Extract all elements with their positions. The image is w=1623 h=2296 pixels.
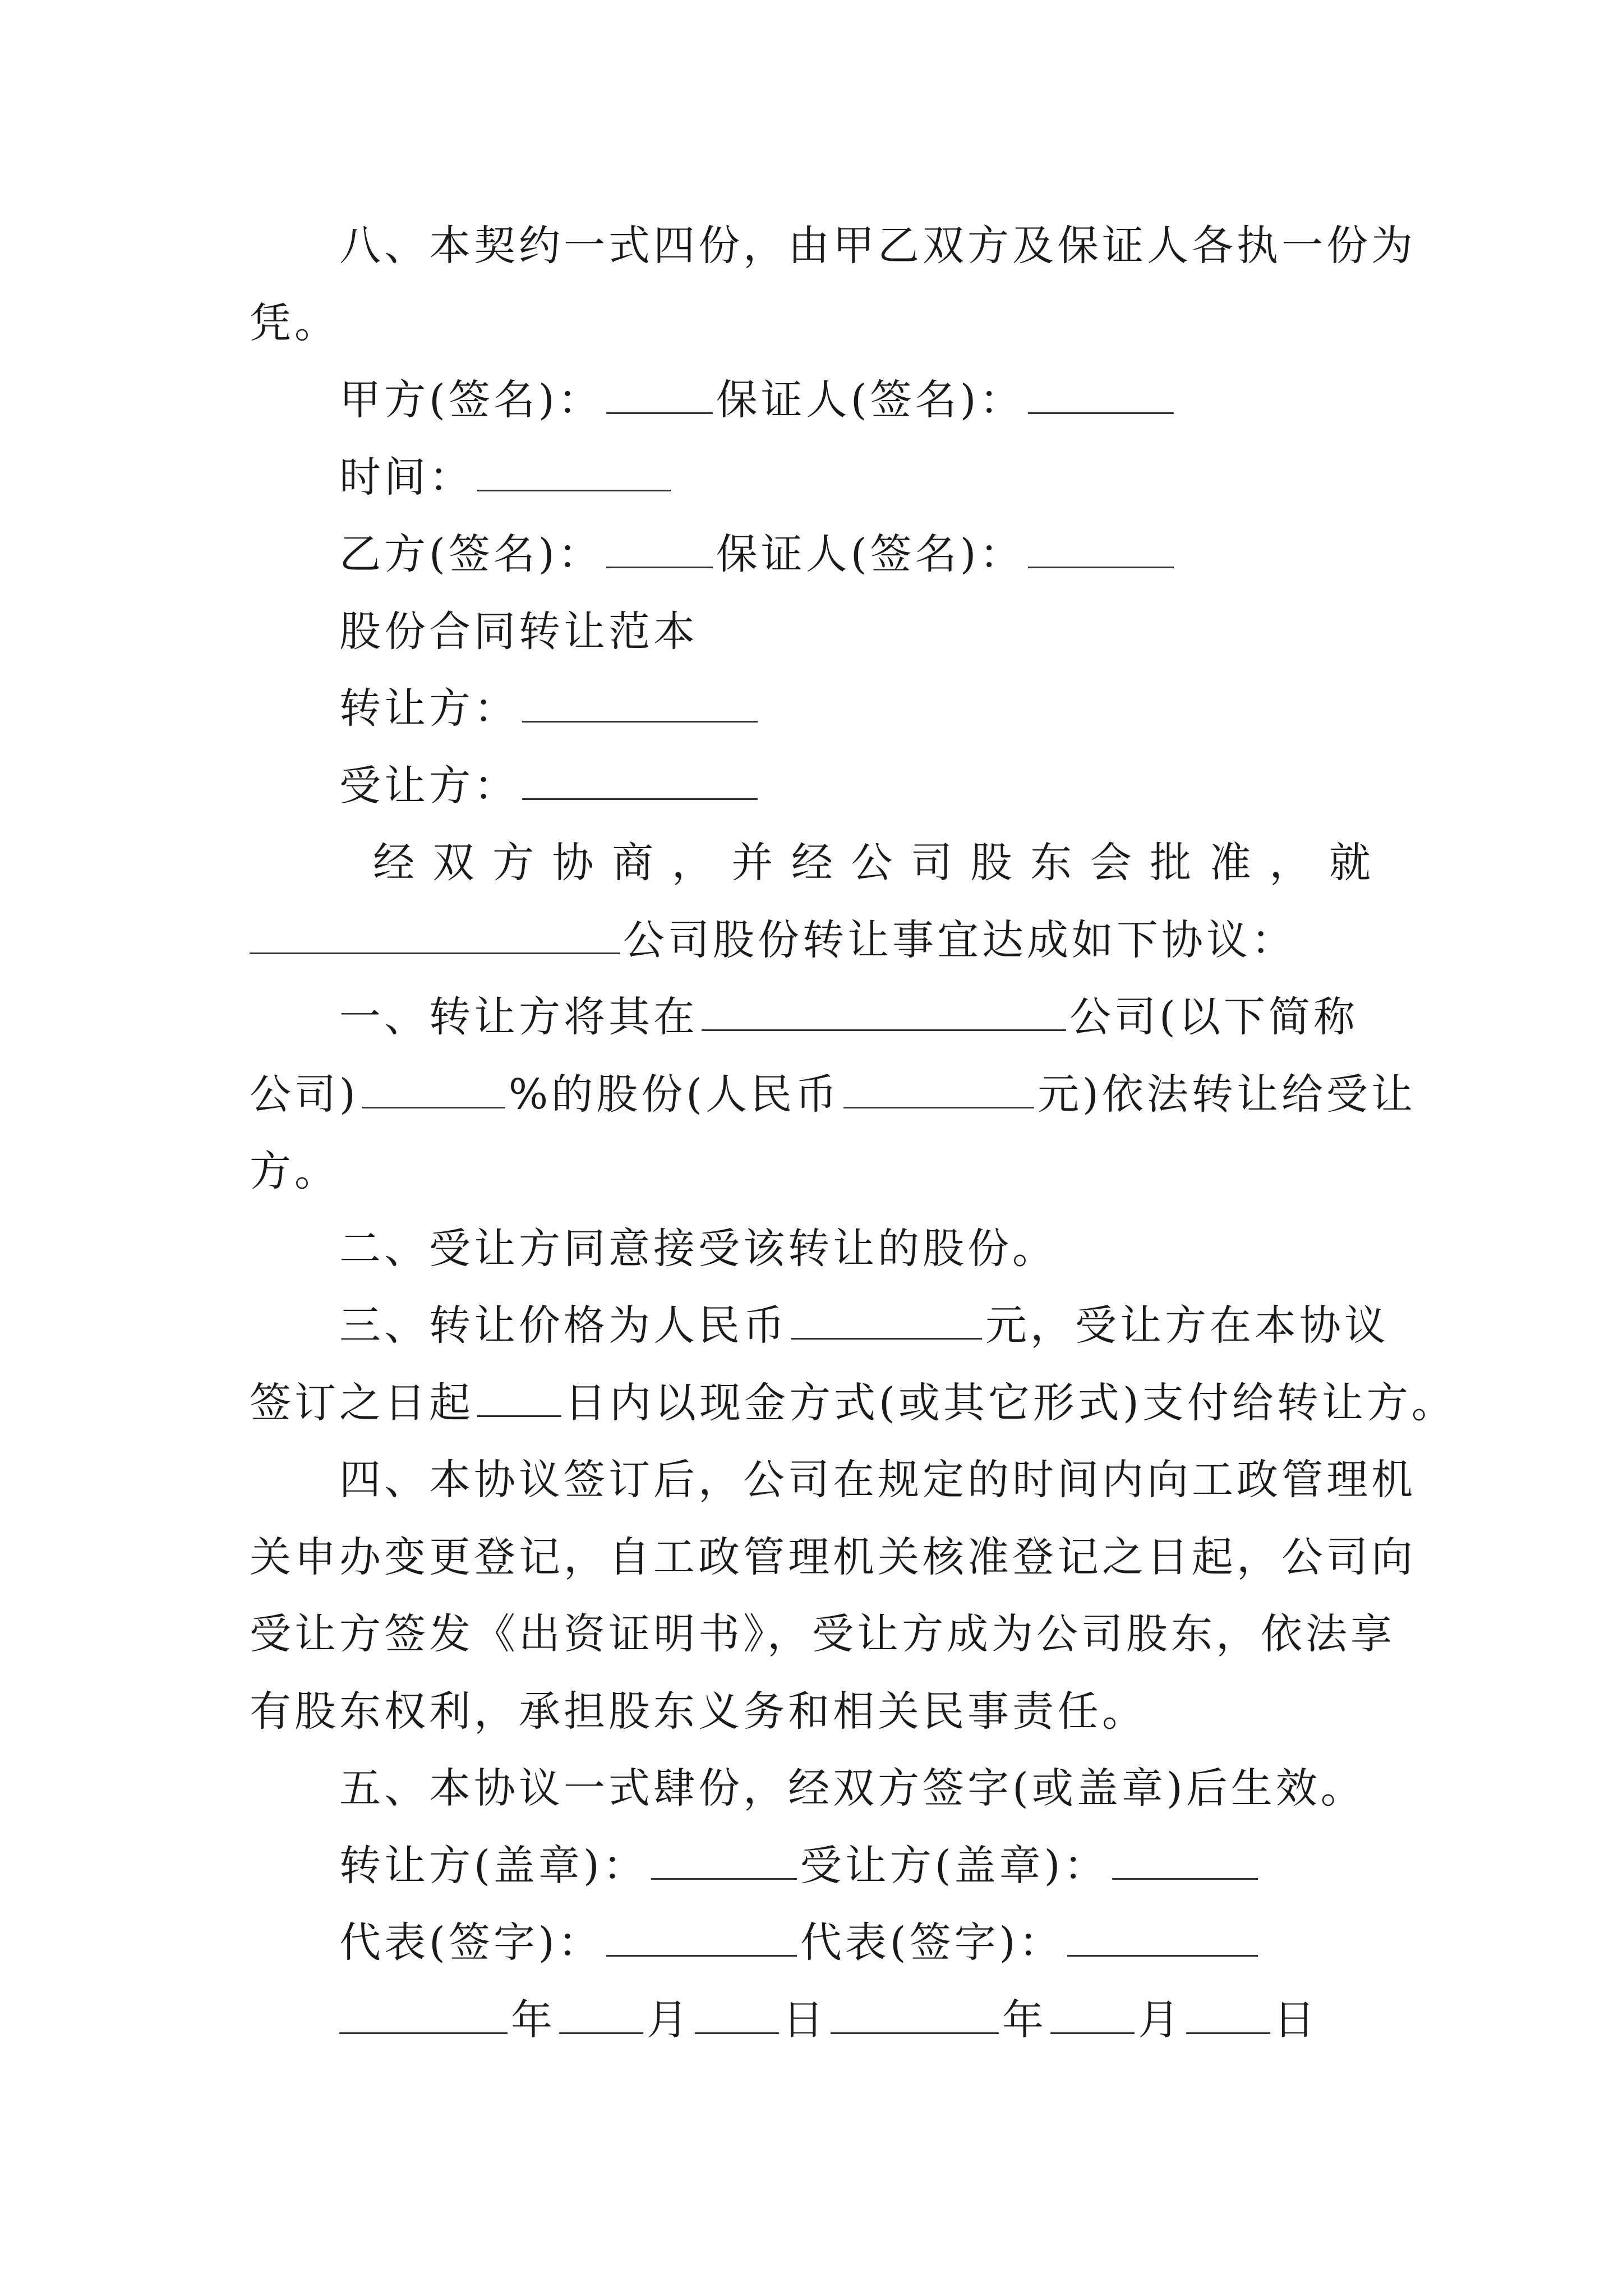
clause8-line1: 八、本契约一式四份，由甲乙双方及保证人各执一份为 (339, 222, 1416, 270)
date-day-blank-2[interactable] (1186, 1998, 1270, 2034)
guarantor-sign-label-1: 保证人(签名)： (716, 376, 1025, 424)
time-label: 时间： (339, 453, 474, 501)
transferee-seal-blank[interactable] (1112, 1843, 1258, 1880)
time-row (339, 439, 1374, 516)
date-month-blank-1[interactable] (559, 1998, 643, 2034)
item3-line2 (250, 1365, 1456, 1442)
party-a-sign-blank[interactable] (606, 378, 713, 414)
item5: 五、本协议一式肆份，经双方签字(或盖章)后生效。 (339, 1764, 1366, 1812)
item1-part-b: 公司(以下简称 (1069, 993, 1358, 1041)
rep-right-blank[interactable] (1067, 1920, 1258, 1957)
guarantor-sign-blank-2[interactable] (1028, 532, 1174, 568)
company-name-blank[interactable] (250, 918, 620, 954)
transferor-blank[interactable] (522, 686, 758, 723)
rep-left-blank[interactable] (606, 1920, 797, 1957)
date-year-label-2: 年 (1002, 1996, 1047, 2044)
transferee-seal-label: 受让方(盖章)： (800, 1842, 1109, 1890)
party-a-sign-label: 甲方(签名)： (339, 376, 603, 424)
sign-row-party-b (339, 516, 1374, 593)
item1-line1 (339, 979, 1374, 1056)
rep-right-label: 代表(签字)： (800, 1918, 1064, 1967)
clause8-line2: 凭。 (250, 299, 339, 347)
date-month-label-2: 月 (1138, 1996, 1183, 2044)
document-title: 股份合同转让范本 (339, 608, 698, 656)
intro-line2 (250, 902, 1374, 979)
item1-part-e: 元)依法转让给受让 (1038, 1070, 1416, 1119)
transferor-seal-label: 转让方(盖章)： (339, 1842, 648, 1890)
date-year-label-1: 年 (511, 1996, 556, 2044)
item4-line3: 受让方签发《出资证明书》，受让方成为公司股东，依法享 (250, 1610, 1395, 1658)
rep-row (339, 1904, 1374, 1981)
intro-line2-text: 公司股份转让事宜达成如下协议： (623, 916, 1296, 964)
item3-part-d: 日内以现金方式(或其它形式)支付给转让方。 (565, 1379, 1456, 1427)
date-day-blank-1[interactable] (695, 1998, 779, 2034)
time-blank[interactable] (477, 455, 671, 491)
intro-line1: 经双方协商，并经公司股东会批准，就 (373, 839, 1374, 887)
date-year-blank-1[interactable] (339, 1998, 508, 2034)
item3-part-b: 元，受让方在本协议 (985, 1301, 1389, 1350)
item3-part-a: 三、转让价格为人民币 (339, 1301, 788, 1350)
transferee-blank[interactable] (522, 763, 758, 800)
date-month-label-1: 月 (647, 1996, 691, 2044)
item1-amount-blank[interactable] (843, 1072, 1034, 1108)
item2: 二、受让方同意接受该转让的股份。 (339, 1225, 1057, 1273)
guarantor-sign-label-2: 保证人(签名)： (716, 530, 1025, 578)
date-year-blank-2[interactable] (831, 1998, 999, 2034)
transferor-label: 转让方： (339, 684, 519, 733)
item1-part-d: %的股份(人民币 (508, 1070, 841, 1119)
item3-days-blank[interactable] (477, 1381, 561, 1417)
party-b-sign-label: 乙方(签名)： (339, 530, 603, 578)
transferee-row (339, 748, 1374, 825)
item1-part-a: 一、转让方将其在 (339, 993, 698, 1041)
item4-line1: 四、本协议签订后，公司在规定的时间内向工政管理机 (339, 1456, 1416, 1504)
date-day-label-1: 日 (782, 1996, 827, 2044)
item1-company-blank[interactable] (702, 995, 1066, 1031)
item1-percent-blank[interactable] (362, 1072, 505, 1108)
party-b-sign-blank[interactable] (606, 532, 713, 568)
transferor-row (339, 670, 1374, 747)
item1-line2 (250, 1056, 1416, 1133)
sign-row-party-a (339, 362, 1374, 439)
item3-part-c: 签订之日起 (250, 1379, 474, 1427)
item4-line4: 有股东权利，承担股东义务和相关民事责任。 (250, 1687, 1147, 1736)
seal-row (339, 1828, 1374, 1904)
rep-left-label: 代表(签字)： (339, 1918, 603, 1967)
date-row (339, 1982, 1374, 2059)
date-month-blank-2[interactable] (1050, 1998, 1135, 2034)
item3-price-blank[interactable] (791, 1303, 982, 1340)
date-day-label-2: 日 (1274, 1996, 1318, 2044)
item1-line3: 方。 (250, 1147, 339, 1195)
transferee-label: 受让方： (339, 762, 519, 810)
guarantor-sign-blank-1[interactable] (1028, 378, 1174, 414)
item4-line2: 关申办变更登记，自工政管理机关核准登记之日起，公司向 (250, 1533, 1416, 1581)
item1-part-c: 公司) (250, 1070, 359, 1119)
item3-line1 (339, 1287, 1389, 1364)
transferor-seal-blank[interactable] (651, 1843, 797, 1880)
